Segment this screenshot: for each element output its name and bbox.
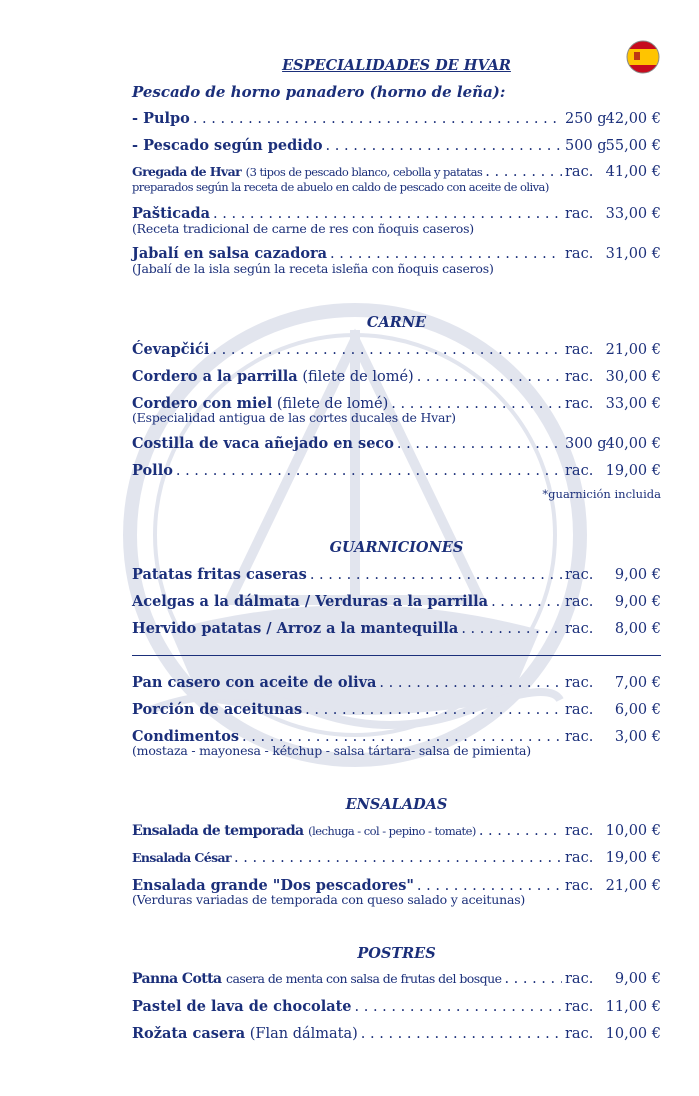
menu-item [132, 1025, 661, 1045]
menu-item [132, 674, 661, 694]
item-unit: rac. [565, 850, 594, 866]
dot-leader [212, 342, 562, 358]
menu-item [132, 701, 661, 721]
item-unit: rac. [565, 729, 594, 745]
divider [132, 655, 661, 656]
section-title-carne: CARNE [366, 314, 427, 331]
section-title-ensaladas: ENSALADAS [345, 796, 448, 813]
item-price: 10,00 € [605, 823, 661, 839]
item-unit: 300 g [565, 436, 607, 452]
dot-leader [176, 463, 562, 479]
item-price: 11,00 € [605, 999, 661, 1015]
item-price: 10,00 € [605, 1026, 661, 1042]
item-description: (Especialidad antigua de las cortes ducales de Hvar) [132, 410, 456, 425]
dot-leader [479, 823, 562, 839]
item-name: Gregada de Hvar [132, 164, 242, 179]
item-name: Jabalí en salsa cazadora [132, 245, 328, 262]
item-name: - Pulpo [132, 110, 190, 127]
menu-item [132, 850, 661, 870]
item-price: 41,00 € [605, 164, 661, 180]
dot-leader [355, 999, 562, 1015]
item-price: 8,00 € [614, 621, 661, 637]
item-price: 7,00 € [614, 675, 661, 691]
item-unit: rac. [565, 463, 594, 479]
item-name: Cordero a la parrilla [132, 368, 298, 385]
item-unit: rac. [565, 702, 594, 718]
garnish-note: *guarnición incluida [542, 487, 661, 501]
item-name: Acelgas a la dálmata / Verduras a la parrilla [132, 593, 489, 610]
item-unit: rac. [565, 675, 594, 691]
item-detail: (lechuga - col - pepino - tomate) [308, 824, 476, 838]
item-name: Ćevapčići [132, 341, 210, 358]
menu-item [132, 998, 661, 1018]
item-unit: rac. [565, 396, 594, 412]
item-name: Pollo [132, 462, 173, 479]
section-title-guarniciones: GUARNICIONES [329, 539, 464, 556]
item-unit: rac. [565, 246, 594, 262]
item-name: Pastel de lava de chocolate [132, 998, 352, 1015]
dot-leader [417, 369, 562, 385]
item-name: Costilla de vaca añejado en seco [132, 435, 394, 452]
item-name: Ensalada César [132, 850, 232, 865]
item-description: preparados según la receta de abuelo en caldo de pescado con aceite de oliva) [132, 180, 549, 194]
item-name: Pan casero con aceite de oliva [132, 674, 377, 691]
item-price: 40,00 € [605, 436, 661, 452]
item-name: - Pescado según pedido [132, 137, 323, 154]
item-unit: rac. [565, 999, 594, 1015]
dot-leader [193, 111, 562, 127]
dot-leader [234, 850, 562, 866]
menu-item [132, 566, 661, 586]
item-unit: rac. [565, 369, 594, 385]
item-detail: (Flan dálmata) [249, 1026, 358, 1042]
dot-leader [330, 246, 562, 262]
item-name: Porción de aceitunas [132, 701, 303, 718]
dot-leader [504, 971, 562, 987]
item-price: 9,00 € [614, 594, 661, 610]
item-detail: (filete de lomé) [276, 396, 389, 412]
section-subtitle: Pescado de horno panadero (horno de leña): [132, 83, 506, 101]
item-description: (Receta tradicional de carne de res con ñoquis caseros) [132, 221, 474, 236]
item-price: 9,00 € [614, 971, 661, 987]
item-name: Pašticada [132, 205, 211, 222]
section-title-especialidades: ESPECIALIDADES DE HVAR [282, 57, 511, 74]
menu-item [132, 462, 661, 482]
menu-item [132, 341, 661, 361]
menu-item [132, 368, 661, 388]
menu-item [132, 137, 661, 157]
item-description: (mostaza - mayonesa - kétchup - salsa tártara- salsa de pimienta) [132, 743, 531, 758]
item-name: Ensalada grande "Dos pescadores" [132, 877, 414, 894]
item-price: 3,00 € [614, 729, 661, 745]
menu-item [132, 593, 661, 613]
item-unit: rac. [565, 823, 594, 839]
item-price: 19,00 € [605, 463, 661, 479]
item-price: 31,00 € [605, 246, 661, 262]
dot-leader [461, 621, 562, 637]
dot-leader [213, 206, 562, 222]
menu-item [132, 435, 661, 455]
item-name: Condimentos [132, 728, 240, 745]
dot-leader [305, 702, 562, 718]
item-unit: rac. [565, 878, 594, 894]
item-unit: rac. [565, 1026, 594, 1042]
item-unit: 500 g [565, 138, 607, 154]
item-name: Ensalada de temporada [132, 823, 304, 839]
menu-item [132, 823, 661, 843]
item-price: 21,00 € [605, 878, 661, 894]
dot-leader [485, 164, 562, 180]
menu-item [132, 110, 661, 130]
dot-leader [491, 594, 562, 610]
item-name: Hervido patatas / Arroz a la mantequilla [132, 620, 459, 637]
item-price: 33,00 € [605, 206, 661, 222]
item-unit: rac. [565, 594, 594, 610]
item-price: 42,00 € [605, 111, 661, 127]
item-unit: rac. [565, 621, 594, 637]
item-description: (Verduras variadas de temporada con queso salado y aceitunas) [132, 892, 526, 907]
dot-leader [310, 567, 562, 583]
dot-leader [379, 675, 562, 691]
item-unit: rac. [565, 342, 594, 358]
menu-item [132, 971, 661, 991]
item-detail: (3 tipos de pescado blanco, cebolla y patatas [245, 165, 483, 179]
item-price: 9,00 € [614, 567, 661, 583]
item-price: 30,00 € [605, 369, 661, 385]
item-detail: (filete de lomé) [302, 369, 414, 385]
item-unit: rac. [565, 164, 594, 180]
item-price: 6,00 € [614, 702, 661, 718]
item-name: Panna Cotta [132, 971, 222, 987]
item-unit: rac. [565, 206, 594, 222]
item-price: 55,00 € [605, 138, 661, 154]
item-unit: rac. [565, 971, 594, 987]
item-price: 19,00 € [605, 850, 661, 866]
item-unit: rac. [565, 567, 594, 583]
menu-item [132, 620, 661, 640]
dot-leader [397, 436, 562, 452]
item-unit: 250 g [565, 111, 607, 127]
item-detail: casera de menta con salsa de frutas del bosque [226, 971, 502, 986]
item-description: (Jabalí de la isla según la receta isleña con ñoquis caseros) [132, 261, 494, 276]
item-price: 33,00 € [605, 396, 661, 412]
dot-leader [326, 138, 562, 154]
item-name: Rožata casera [132, 1025, 246, 1042]
section-title-postres: POSTRES [357, 945, 436, 962]
item-name: Patatas fritas caseras [132, 566, 307, 583]
item-price: 21,00 € [605, 342, 661, 358]
dot-leader [361, 1026, 562, 1042]
item-name: Cordero con miel [132, 395, 273, 412]
